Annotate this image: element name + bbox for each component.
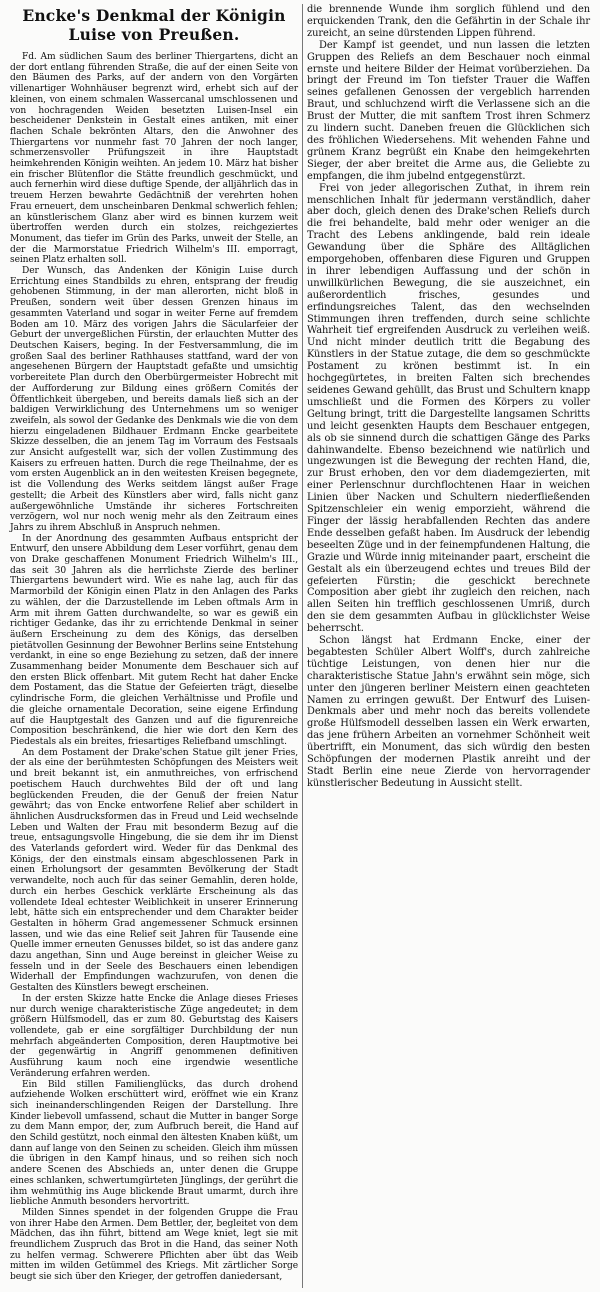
paragraph: In der Anordnung des gesammten Aufbaus entspricht der Entwurf, den unsere Abbildung dem Leser vorführt, genau dem von Drake geschaffenen Monument Friedrich Wilhelm's III., das seit 30 Jahren als die herrlichste Zierde des berliner Thiergartens bewundert wird. Wie es nahe lag, auch für das Marmorbild der Königin einen Platz in den Anlagen des Parks zu wählen, der die Darzustellende im Leben oftmals Arm in Arm mit ihrem Gatten durchwandelte, so war es gewiß ein richtiger Gedanke, das ihr zu errichtende Denkmal in seiner äußern Erscheinung zu dem des Königs, das derselben pietätvollen Gesinnung der Bewohner Berlins seine Entstehung verdankt, in eine so enge Beziehung zu setzen, daß der innere Zusammenhang beider Monumente dem Beschauer sich auf den ersten Blick offenbart. Mit gutem Recht hat daher Encke dem Postament, das die Statue der Gefeierten trägt, dieselbe cylindrische Form, die gleichen Verhältnisse und Profile und die gleiche ornamentale Decoration, seine eigene Erfindung auf die Hauptgestalt des Ganzen und auf die figurenreiche Composition beschränkend, die hier wie dort den Kern des Piedestals als ein breites, friesartiges Reliefband umschlingt.	[10, 533, 298, 747]
paragraph: Schon längst hat Erdmann Encke, einer der begabtesten Schüler Albert Wolff's, durch zahlreiche tüchtige Leistungen, von denen hier nur die charakteristische Statue Jahn's erwähnt sein möge, sich unter den jüngeren berliner Meistern einen geachteten Namen zu erringen gewußt. Der Entwurf des Luisen-Denkmals aber und mehr noch das bereits vollendete große Hülfsmodell desselben lassen ein Werk erwarten, das jene frühern Arbeiten an vornehmer Schönheit weit übertrifft, ein Monument, das sich würdig den besten Schöpfungen der modernen Plastik anreiht und der Stadt Berlin eine neue Zierde von hervorragender künstlerischer Bedeutung in Aussicht stellt.	[307, 635, 590, 789]
paragraph: In der ersten Skizze hatte Encke die Anlage dieses Frieses nur durch wenige charakteristische Züge angedeutet; in dem größern Hülfsmodell, das er zum 80. Geburtstag des Kaisers vollendete, gab er eine sorgfältiger Durchbildung der nun mehrfach abgeänderten Composition, deren Hauptmotive bei der gegenwärtig in Angriff genommenen definitiven Ausführung kaum noch eine irgendwie wesentliche Veränderung erfahren werden.	[10, 993, 298, 1079]
paragraph: Milden Sinnes spendet in der folgenden Gruppe die Frau von ihrer Habe den Armen. Dem Bettler, der, begleitet von dem Mädchen, das ihn führt, bittend am Wege kniet, legt sie mit freundlichem Zuspruch das Brot in die Hand, das seiner Noth zu helfen vermag. Schwerere Pflichten aber übt das Weib mitten im wilden Getümmel des Kriegs. Mit zärtlicher Sorge beugt sie sich über den Krieger, der getroffen daniedersant,	[10, 1207, 298, 1283]
paragraph: Fd. Am südlichen Saum des berliner Thiergartens, dicht an der dort entlang führenden Straße, die auf der einen Seite von den Bäumen des Parks, auf der andern von den Vorgärten villenartiger Wohnhäuser begrenzt wird, erhebt sich auf der kleinen, von einem schmalen Wassercanal umschlossenen und von hochragenden Weiden besetzten Luisen-Insel ein bescheidener Denkstein in Gestalt eines antiken, mit einer flachen Schale bekrönten Altars, den die Anwohner des Thiergartens vor nunmehr fast 70 Jahren der noch langer, schmerzensvoller Prüfungszeit in ihre Hauptstadt heimkehrenden Königin weihten. An jedem 10. März hat bisher ein frischer Blütenflor die Stätte freundlich geschmückt, und auch fernerhin wird diese duftige Spende, der alljährlich das in treuem Herzen bewahrte Gedächtniß der verehrten hohen Frau erneuert, dem unscheinbaren Denkmal schwerlich fehlen; an künstlerischem Glanz aber wird es binnen kurzem weit übertroffen werden durch ein stolzes, reichgeziertes Monument, das tiefer im Grün des Parks, unweit der Stelle, an der die Marmorstatue Friedrich Wilhelm's III. emporragt, seinen Platz erhalten soll.	[10, 52, 298, 266]
column-divider	[302, 4, 303, 1288]
paragraph: Frei von jeder allegorischen Zuthat, in ihrem rein menschlichen Inhalt für jedermann verständlich, daher aber doch, gleich denen des Drake'schen Reliefs durch die frei behandelte, bald mehr oder weniger an die Tracht des Lebens anklingende, bald rein ideale Gewandung über die Sphäre des Alltäglichen emporgehoben, offenbaren diese Figuren und Gruppen in ihrer lebendigen Auffassung und der schön in unwillkürlichen Bewegung, die sie auszeichnet, ein außerordentlich frisches, gesundes und erfindungsreiches Talent, das den wechselnden Stimmungen ihren treffenden, durch seine schlichte Wahrheit tief ergreifenden Ausdruck zu verleihen weiß. Und nicht minder deutlich tritt die Begabung des Künstlers in der Statue zutage, die dem so geschmückte Postament zu krönen bestimmt ist. In ein hochgegürtetes, in breiten Falten sich brechendes seidenes Gewand gehüllt, das Brust und Schultern knapp umschließt und die Formen des Körpers zu voller Geltung bringt, tritt die Dargestellte langsamen Schritts und leicht gesenkten Haupts dem Beschauer entgegen, als ob sie sinnend durch die schattigen Gänge des Parks dahinwandelte. Ebenso bezeichnend wie natürlich und ungezwungen ist die Bewegung der rechten Hand, die, zur Brust erhoben, den vor dem diademgezierten, mit einer Perlenschnur durchflochtenen Haar in weichen Linien über Nacken und Schultern niederfließenden Spitzenschleier ein wenig emporzieht, während die Finger der lässig herabfallenden Rechten das andere Ende desselben gefaßt haben. Im Ausdruck der lebendig beseelten Züge und in der feinempfundenen Haltung, die Grazie und Würde innig miteinander paart, erscheint die Gestalt als ein überzeugend echtes und treues Bild der gefeierten Fürstin; die geschickt berechnete Composition aber giebt ihr zugleich den reichen, nach allen Seiten hin trefflich geschlossenen Umriß, durch den sie dem gesammten Aufbau in glücklichster Weise beherrscht.	[307, 182, 590, 635]
article-title: Encke's Denkmal der Königin Luise von Preußen.	[22, 6, 286, 44]
paragraph: Ein Bild stillen Familienglücks, das durch drohend aufziehende Wolken erschüttert wird, eröffnet wie ein Kranz sich ineinanderschlingenden Reigen der Darstellung. Ihre Kinder liebevoll umfassend, schaut die Mutter in banger Sorge zu dem Mann empor, der, zum Aufbruch bereit, die Hand auf den Schild gestützt, noch einmal den ältesten Knaben küßt, um dann auf lange von den Seinen zu scheiden. Gleich ihm müssen die übrigen in den Kampf hinaus, und so reihen sich noch andere Scenen des Abschieds an, unter denen die Gruppe eines schlanken, schwertumgürteten Jünglings, der gerührt die ihm wehmüthig ins Auge blickende Braut umarmt, durch ihre liebliche Anmuth besonders hervortritt.	[10, 1079, 298, 1208]
paragraph: An dem Postament der Drake'schen Statue gilt jener Fries, der als eine der berühmtesten Schöpfungen des Meisters weit und breit bekannt ist, ein anmuthreiches, von erfrischend poetischem Hauch durchwehtes Bild der oft und lang beglückenden Freuden, die der Genuß der freien Natur gewährt; das von Encke entworfene Relief aber schildert in ähnlichen Ausdrucksformen das in Freud und Leid wechselnde Leben und Walten der Frau mit besonderm Bezug auf die treue, entsagungsvolle Hingebung, die sie dem ihr im Dienst des Vaterlands gefordert wird. Weder für das Denkmal des Königs, der den einstmals einsam abgeschlossenen Park in einen Erholungsort der gesammten Bevölkerung der Stadt verwandelte, noch auch für das seiner Gemahlin, deren holde, durch ein herbes Geschick verklärte Erscheinung als das vollendete Ideal echtester Weiblichkeit in unserer Erinnerung lebt, hätte sich ein entsprechender und dem Charakter beider Gestalten in höherm Grad angemessener Schmuck ersinnen lassen, und wie das eine Relief seit Jahren für Tausende eine Quelle immer erneuten Genusses bildet, so ist das andere ganz dazu angethan, Sinn und Auge bereinst in gleicher Weise zu fesseln und in der Seele des Beschauers einen lebendigen Widerhall der Empfindungen wachzurufen, von denen die Gestalten des Künstlers bewegt erscheinen.	[10, 747, 298, 994]
left-column	[10, 4, 298, 1283]
right-column	[307, 4, 590, 790]
paragraph: die brennende Wunde ihm sorglich fühlend und den erquickenden Trank, den die Gefährtin in der Schale ihr zureicht, an seine dürstenden Lippen führend.	[307, 4, 590, 39]
paragraph: Der Kampf ist geendet, und nun lassen die letzten Gruppen des Reliefs an dem Beschauer noch einmal ernste und heitere Bilder der Heimat vorüberziehen. Da bringt der Freund im Ton tiefster Trauer die Waffen seines gefallenen Genossen der vergeblich harrenden Braut, und schluchzend wirft die Verlassene sich an die Brust der Mutter, die mit sanftem Trost ihren Schmerz zu lindern sucht. Daneben freuen die Glücklichen sich des fröhlichen Wiedersehens. Mit wehenden Fahne und grünem Kranz begrüßt ein Knabe den heimgekehrten Sieger, der aber breitet die Arme aus, die Geliebte zu empfangen, die ihm jubelnd entgegenstürzt.	[307, 39, 590, 182]
paragraph: Der Wunsch, das Andenken der Königin Luise durch Errichtung eines Standbilds zu ehren, entsprang der freudig gehobenen Stimmung, in der man allerorten, nicht bloß in Preußen, sondern weit über dessen Grenzen hinaus im gesammten Vaterland und sogar in weiter Ferne auf fremdem Boden am 10. März des vorigen Jahrs die Säcularfeier der Geburt der unvergeßlichen Fürstin, der erlauchten Mutter des Deutschen Kaisers, beging. In der Festversammlung, die im großen Saal des berliner Rathhauses stattfand, ward der von angesehenen Bürgern der Hauptstadt gefaßte und umsichtig vorbereitete Plan durch den Oberbürgermeister Hobrecht mit der Aufforderung zur Bildung eines größern Comités der Öffentlichkeit übergeben, und bereits damals ließ sich an der baldigen Verwirklichung des Unternehmens um so weniger zweifeln, als sowol der Gedanke des Denkmals wie die von dem hierzu eingeladenen Bildhauer Erdmann Encke gearbeitete Skizze desselben, die an jenem Tag im Vorraum des Festsaals zur Ansicht aufgestellt war, sich der vollen Zustimmung des Kaisers zu erfreuen hatten. Durch die rege Theilnahme, der es vom ersten Augenblick an in den weitesten Kreisen begegnete, ist die Vollendung des Werks seitdem längst außer Frage gestellt; die Arbeit des Künstlers aber wird, falls nicht ganz außergewöhnliche Umstände ihr sicheres Fortschreiten verzögern, wol nur noch wenig mehr als den Zeitraum eines Jahrs zu ihrem Abschluß in Anspruch nehmen.	[10, 266, 298, 533]
